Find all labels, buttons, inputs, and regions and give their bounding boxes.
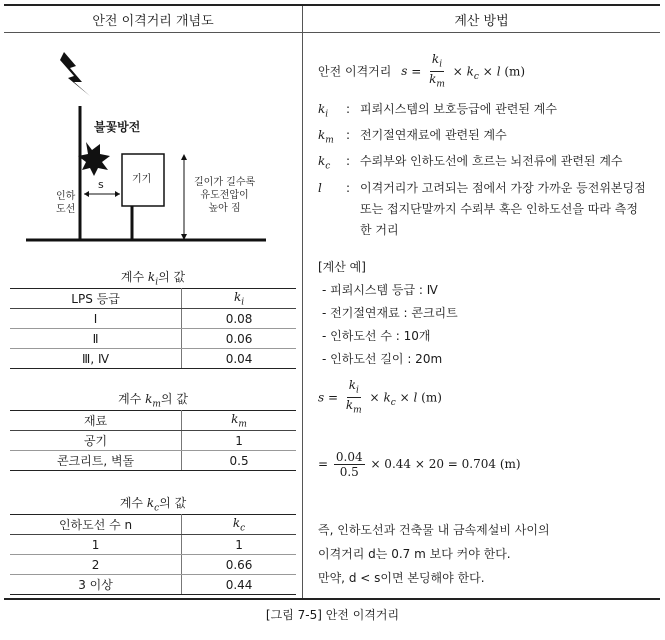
def-l: l : 이격거리가 고려되는 점에서 가장 가까운 등전위본딩점 또는 접지단말까지 수뢰부 혹은 인하도선을 따라 측정 한 거리 xyxy=(318,181,646,237)
s-label: s xyxy=(98,178,104,191)
table-row: 3 이상 0.44 xyxy=(10,575,296,595)
ki-title: 계수 $k_i$의 값 xyxy=(120,270,186,288)
spark-label: 불꽃방전 xyxy=(94,120,141,134)
def-kc: $k_c$ : 수뢰부와 인하도선에 흐르는 뇌전류에 관련된 계수 xyxy=(318,154,623,172)
table-row: 공기 1 xyxy=(10,431,296,451)
def-ki: $k_i$ : 피뢰시스템의 보호등급에 관련된 계수 xyxy=(318,102,557,120)
figure-caption: [그림 7-5] 안전 이격거리 xyxy=(265,608,400,622)
height-note: 길이가 길수록 유도전압이 높아 짐 xyxy=(194,177,256,214)
right-header: 계산 방법 xyxy=(303,6,660,33)
def-km: $k_m$ : 전기절연재료에 관련된 계수 xyxy=(318,128,507,146)
example-formula: s = $\frac{k_i}{k_m}$ × $k_c \times l$ (m) xyxy=(318,378,442,416)
table-row: 2 0.66 xyxy=(10,555,296,575)
downconductor-label: 인하 도선 xyxy=(56,191,76,215)
ki-table: LPS 등급 $k_i$ Ⅰ 0.08 Ⅱ 0.06 Ⅲ, Ⅳ 0.04 xyxy=(10,288,296,369)
left-header: 안전 이격거리 개념도 xyxy=(4,6,302,33)
example-block: [계산 예] - 피뢰시스템 등급 : Ⅳ - 전기절연재료 : 콘크리트 - 인하도선 수 : 10개 - 인하도선 길이 : 20m xyxy=(318,260,458,366)
kc-title: 계수 $k_c$의 값 xyxy=(119,496,187,514)
km-title: 계수 $k_m$의 값 xyxy=(118,392,188,410)
lightning-bolt-icon xyxy=(60,52,90,96)
kc-table: 인하도선 수 n $k_c$ 1 1 2 0.66 3 이상 0.44 xyxy=(10,514,296,595)
figure-frame xyxy=(4,4,660,600)
km-table: 재료 $k_m$ 공기 1 콘크리트, 벽돌 0.5 xyxy=(10,410,296,471)
spark-icon xyxy=(78,142,110,176)
separation-diagram xyxy=(4,34,302,254)
table-row: 콘크리트, 벽돌 0.5 xyxy=(10,451,296,471)
main-formula: 안전 이격거리 s = $\frac{k_i}{k_m}$ × $k_c \times l$ (m) xyxy=(318,52,526,90)
calc-result: = $\frac{0.04}{0.5}$ × 0.44 × 20 = 0.704 (m) xyxy=(318,450,521,479)
table-row: Ⅱ 0.06 xyxy=(10,329,296,349)
column-divider xyxy=(302,6,303,598)
table-row: Ⅰ 0.08 xyxy=(10,309,296,329)
device-label: 기기 xyxy=(132,174,152,185)
conclusion: 즉, 인하도선과 건축물 내 금속제설비 사이의 이격거리 d는 0.7 m 보다 커야 한다. 만약, d < s이면 본딩해야 한다. xyxy=(318,523,550,585)
table-row: 1 1 xyxy=(10,535,296,555)
table-row: Ⅲ, Ⅳ 0.04 xyxy=(10,349,296,369)
